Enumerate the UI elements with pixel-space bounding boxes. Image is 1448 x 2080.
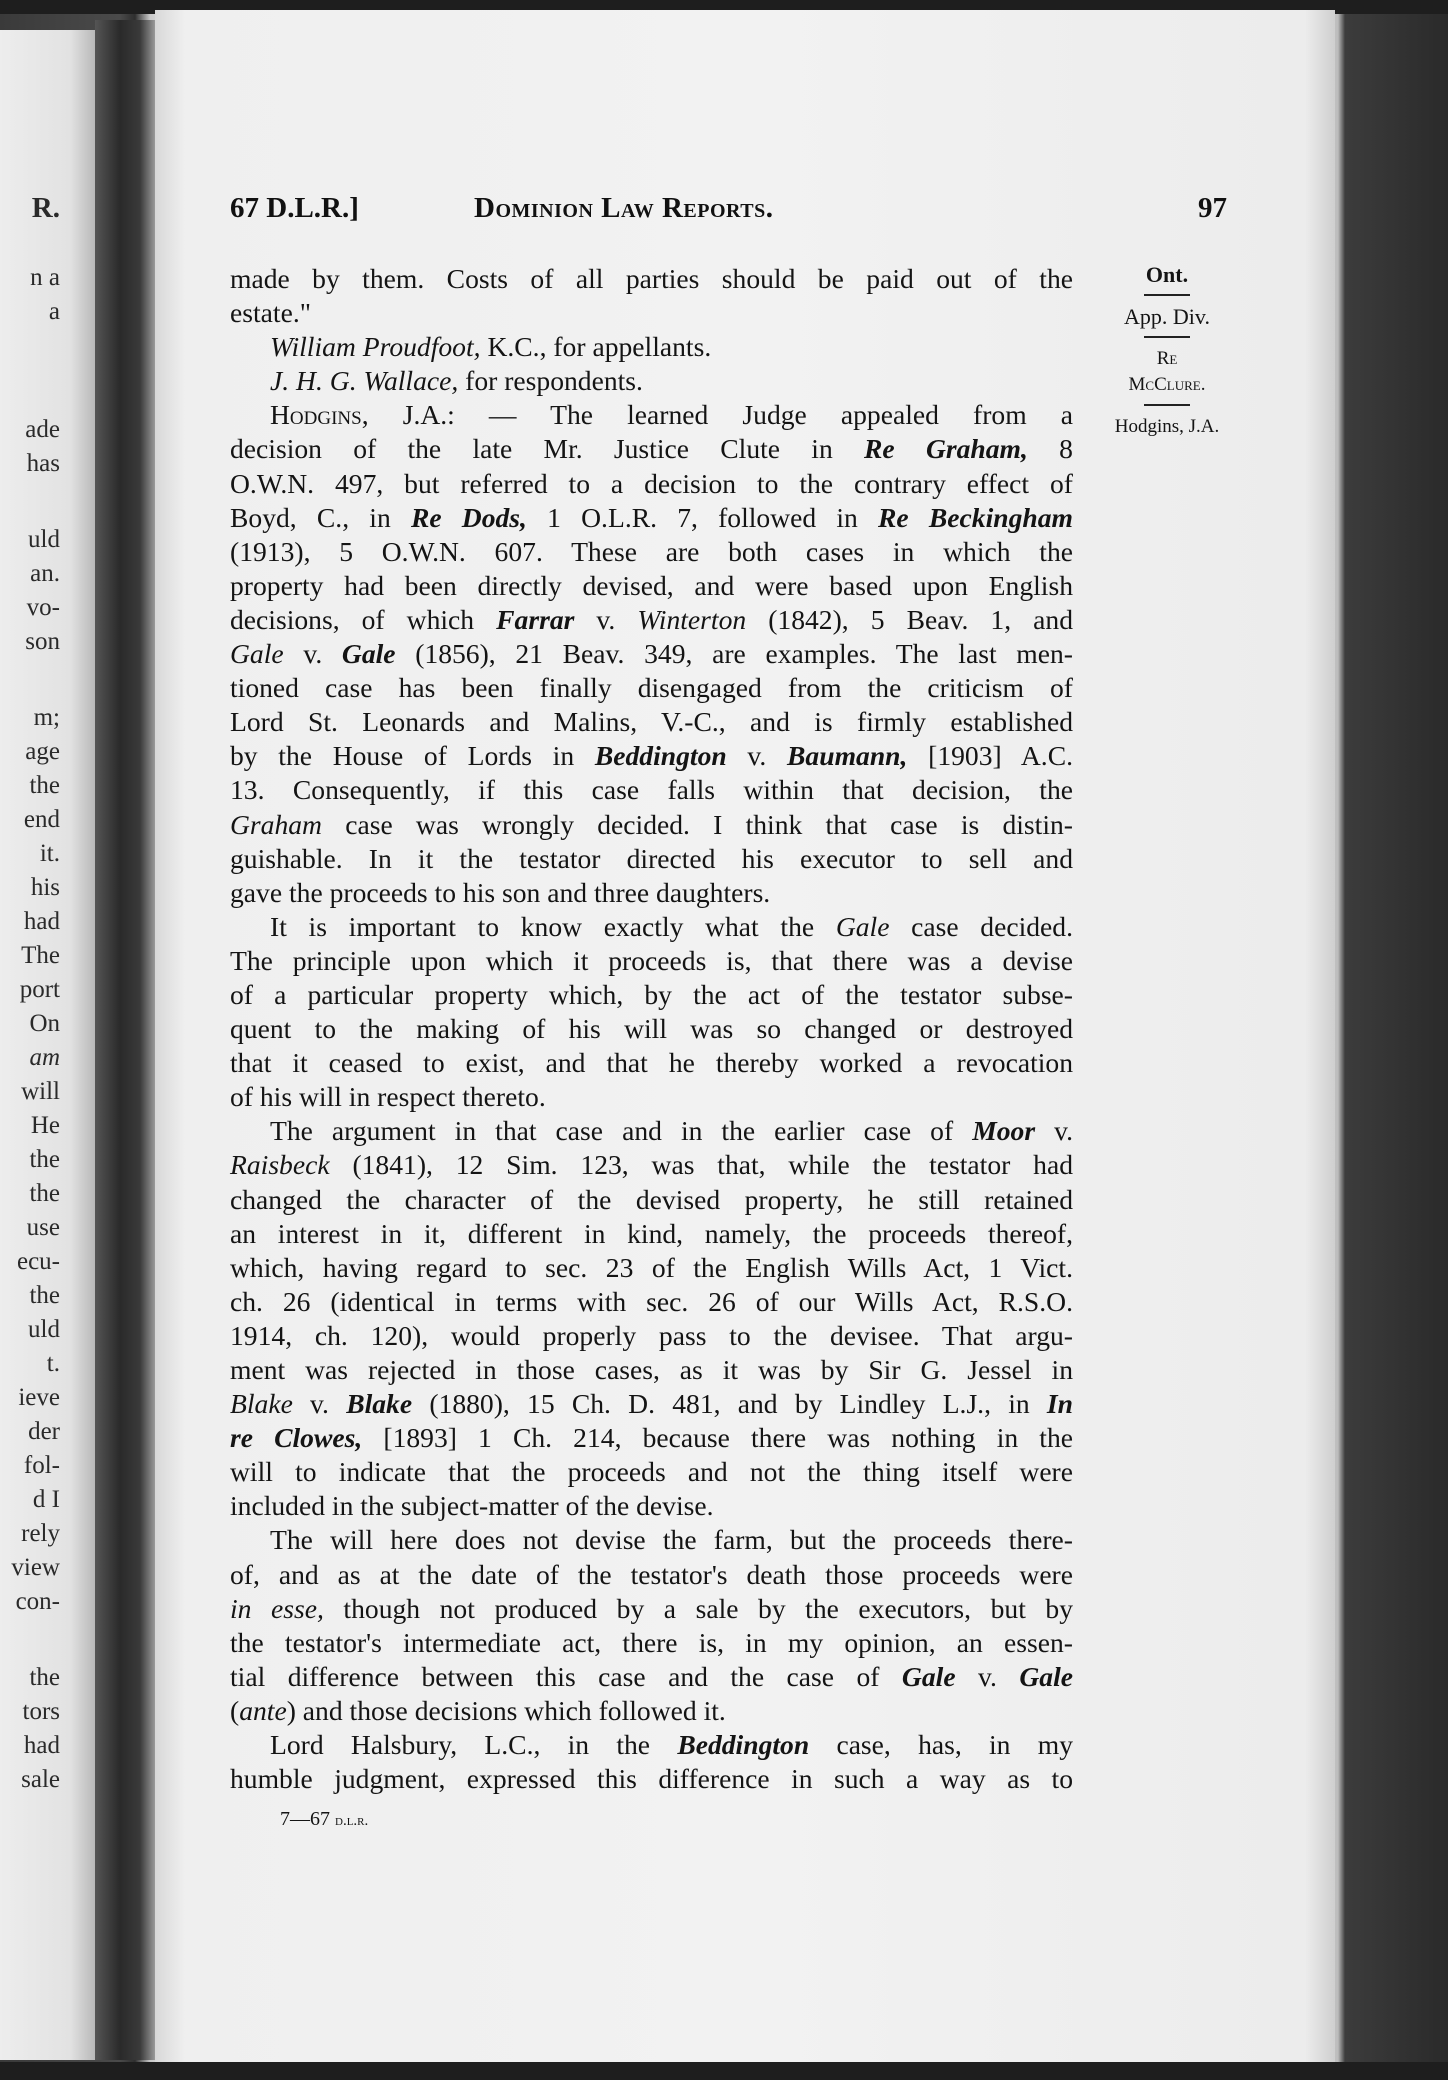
facing-fragment: fol- xyxy=(23,1452,60,1479)
styled-phrase: ante xyxy=(239,1694,287,1726)
text-line: made by them. Costs of all parties should be paid out of the xyxy=(230,263,1073,294)
styled-phrase: Blake xyxy=(346,1388,413,1420)
styled-phrase: Hodgins, xyxy=(270,399,369,431)
facing-fragment: view xyxy=(11,1554,60,1581)
text-line: will to indicate that the proceeds and not the thing itself were xyxy=(230,1456,1073,1488)
facing-fragment: m; xyxy=(33,704,60,731)
styled-phrase: Raisbeck xyxy=(230,1149,330,1181)
text-line: ch. 26 (identical in terms with sec. 26 of our Wills Act, R.S.O. xyxy=(230,1285,1073,1317)
text-line: Boyd, C., in Re Dods, 1 O.L.R. 7, followed in Re Beckingham xyxy=(230,501,1073,533)
text-line: Blake v. Blake (1880), 15 Ch. D. 481, and by Lindley L.J., in In xyxy=(230,1388,1073,1420)
facing-fragment: On xyxy=(29,1010,60,1037)
text-line: that it ceased to exist, and that he thereby worked a revocation xyxy=(230,1047,1073,1079)
styled-phrase: Moor xyxy=(972,1115,1036,1147)
facing-fragment: R. xyxy=(31,192,60,224)
running-header-volume: 67 D.L.R.] xyxy=(230,192,359,224)
text-line: changed the character of the devised property, he still retained xyxy=(230,1183,1073,1215)
text-line: which, having regard to sec. 23 of the English Wills Act, 1 Vict. xyxy=(230,1251,1073,1283)
styled-phrase: Winterton xyxy=(637,603,747,635)
facing-fragment: end xyxy=(23,806,60,833)
styled-phrase: Blake xyxy=(230,1388,293,1420)
facing-fragment: will xyxy=(21,1078,60,1105)
text-line: re Clowes, [1893] 1 Ch. 214, because there was nothing in the xyxy=(230,1422,1074,1454)
text-line: the testator's intermediate act, there is, in my opinion, an essen- xyxy=(230,1626,1073,1658)
facing-fragment: the xyxy=(29,1664,60,1691)
text-line: estate." xyxy=(230,297,311,329)
text-line: decisions, of which Farrar v. Winterton (1842), 5 Beav. 1, and xyxy=(230,603,1073,635)
styled-phrase: Re Dods, xyxy=(410,501,527,533)
facing-fragment: uld xyxy=(28,1316,60,1343)
facing-fragment: uld xyxy=(28,526,60,553)
styled-phrase: In xyxy=(1046,1388,1073,1420)
facing-fragment: the xyxy=(29,1180,60,1207)
facing-fragment: age xyxy=(25,738,60,765)
text-line: quent to the making of his will was so changed or destroyed xyxy=(230,1013,1073,1045)
styled-phrase: Beddington xyxy=(594,740,727,772)
facing-fragment: t. xyxy=(46,1350,60,1377)
text-line: The argument in that case and in the earlier case of Moor v. xyxy=(270,1115,1073,1147)
text-line: an interest in it, different in kind, namely, the proceeds thereof, xyxy=(230,1217,1073,1249)
facing-fragment: ieve xyxy=(18,1384,60,1411)
text-line: William Proudfoot, K.C., for appellants. xyxy=(270,331,712,363)
styled-phrase: Gale xyxy=(230,638,284,670)
text-line: included in the subject-matter of the devise. xyxy=(230,1490,714,1522)
text-line: J. H. G. Wallace, for respondents. xyxy=(270,365,643,397)
judgment-text xyxy=(230,262,1073,1796)
running-header-title: Dominion Law Reports. xyxy=(474,192,774,224)
facing-fragment: tors xyxy=(22,1698,60,1725)
facing-fragment: n a xyxy=(30,264,60,291)
facing-fragment: had xyxy=(23,908,60,935)
styled-phrase: Gale xyxy=(901,1660,956,1692)
facing-fragment: sale xyxy=(21,1766,60,1793)
text-line: of, and as at the date of the testator's death those proceeds were xyxy=(230,1558,1073,1590)
margin-rule xyxy=(1144,336,1190,338)
text-line: humble judgment, expressed this difference in such a way as to xyxy=(230,1763,1073,1795)
facing-fragment: con- xyxy=(15,1588,60,1615)
facing-fragment: the xyxy=(29,772,60,799)
styled-phrase: Gale xyxy=(341,638,396,670)
signature-abbrev: d.l.r. xyxy=(335,1813,369,1829)
styled-phrase: Baumann, xyxy=(787,740,908,772)
text-line: (ante) and those decisions which followed it. xyxy=(230,1694,726,1726)
text-line: Lord Halsbury, L.C., in the Beddington case, has, in my xyxy=(270,1729,1073,1761)
styled-phrase: J. H. G. Wallace, xyxy=(270,365,459,397)
text-line: of a particular property which, by the act of the testator subse- xyxy=(230,978,1073,1010)
margin-note-case-name: McClure. xyxy=(1128,374,1206,395)
styled-phrase: William Proudfoot, xyxy=(270,331,481,363)
margin-note-case-re: Re xyxy=(1156,348,1178,369)
styled-phrase: Graham xyxy=(230,808,322,840)
facing-fragment: the xyxy=(29,1146,60,1173)
facing-fragment: it. xyxy=(39,840,60,867)
facing-fragment: has xyxy=(26,450,60,477)
facing-fragment: a xyxy=(48,298,60,325)
styled-phrase: in esse, xyxy=(230,1592,324,1624)
facing-fragment: his xyxy=(30,874,60,901)
text-line: decision of the late Mr. Justice Clute in Re Graham, 8 xyxy=(230,433,1073,465)
facing-fragment: rely xyxy=(21,1520,60,1547)
text-line: tial difference between this case and the case of Gale v. Gale xyxy=(230,1660,1074,1692)
text-line: tioned case has been finally disengaged from the criticism of xyxy=(230,672,1073,704)
text-line: (1913), 5 O.W.N. 607. These are both cases in which the xyxy=(230,535,1073,567)
facing-fragment: son xyxy=(25,628,60,655)
facing-fragment: The xyxy=(21,942,60,969)
text-line: The principle upon which it proceeds is, that there was a devise xyxy=(230,944,1073,976)
margin-note-judge: Hodgins, J.A. xyxy=(1114,416,1220,437)
facing-fragment: use xyxy=(26,1214,60,1241)
facing-fragment: the xyxy=(29,1282,60,1309)
text-line: gave the proceeds to his son and three daughters. xyxy=(230,876,771,908)
book-gutter xyxy=(95,20,155,2060)
text-line: ment was rejected in those cases, as it was by Sir G. Jessel in xyxy=(230,1354,1073,1385)
facing-fragment: ade xyxy=(25,416,60,443)
facing-fragment: an. xyxy=(30,560,60,587)
text-line: property had been directly devised, and were based upon English xyxy=(230,569,1073,601)
signature-sheet: 7—67 xyxy=(280,1808,330,1830)
text-line: Hodgins, J.A.: — The learned Judge appealed from a xyxy=(270,399,1073,431)
scan-bottom-edge xyxy=(0,2062,1448,2080)
facing-fragment: He xyxy=(30,1112,60,1139)
margin-rule xyxy=(1144,404,1190,406)
styled-phrase: Re Graham, xyxy=(864,433,1028,465)
text-line: 1914, ch. 120), would properly pass to the devisee. That argu- xyxy=(230,1319,1073,1351)
text-line: The will here does not devise the farm, but the proceeds there- xyxy=(270,1524,1073,1556)
text-line: by the House of Lords in Beddington v. Baumann, [1903] A.C. xyxy=(230,740,1074,772)
text-line: 13. Consequently, if this case falls within that decision, the xyxy=(230,774,1073,806)
text-line: of his will in respect thereto. xyxy=(230,1081,546,1113)
text-line: O.W.N. 497, but referred to a decision to the contrary effect of xyxy=(230,467,1073,499)
facing-fragment: port xyxy=(19,976,60,1003)
text-line: It is important to know exactly what the Gale case decided. xyxy=(270,910,1073,942)
facing-fragment: had xyxy=(23,1732,60,1759)
styled-phrase: Beddington xyxy=(677,1729,810,1761)
text-line: guishable. In it the testator directed his executor to sell and xyxy=(230,842,1073,874)
margin-note-court: App. Div. xyxy=(1124,304,1210,329)
facing-fragment: der xyxy=(28,1418,60,1445)
text-line: Raisbeck (1841), 12 Sim. 123, was that, while the testator had xyxy=(230,1149,1073,1181)
facing-fragment: ecu- xyxy=(16,1248,60,1275)
text-line: Lord St. Leonards and Malins, V.-C., and is firmly established xyxy=(230,706,1073,738)
facing-fragment: am xyxy=(29,1044,60,1071)
facing-fragment: d I xyxy=(32,1486,60,1513)
margin-note-province: Ont. xyxy=(1145,262,1189,287)
styled-phrase: Gale xyxy=(835,910,890,942)
page-number: 97 xyxy=(1198,192,1227,224)
styled-phrase: Gale xyxy=(1019,1660,1074,1692)
facing-fragment: vo- xyxy=(26,594,60,621)
styled-phrase: Re Beckingham xyxy=(878,501,1073,533)
text-line: Gale v. Gale (1856), 21 Beav. 349, are examples. The last men- xyxy=(230,638,1073,670)
styled-phrase: Farrar xyxy=(496,603,575,635)
styled-phrase: re Clowes, xyxy=(230,1422,363,1454)
text-line: Graham case was wrongly decided. I think that case is distin- xyxy=(230,808,1073,840)
margin-notes xyxy=(1092,262,1242,440)
text-line: in esse, though not produced by a sale by the executors, but by xyxy=(230,1592,1073,1624)
margin-rule xyxy=(1144,294,1190,296)
signature-mark xyxy=(280,1808,368,1831)
